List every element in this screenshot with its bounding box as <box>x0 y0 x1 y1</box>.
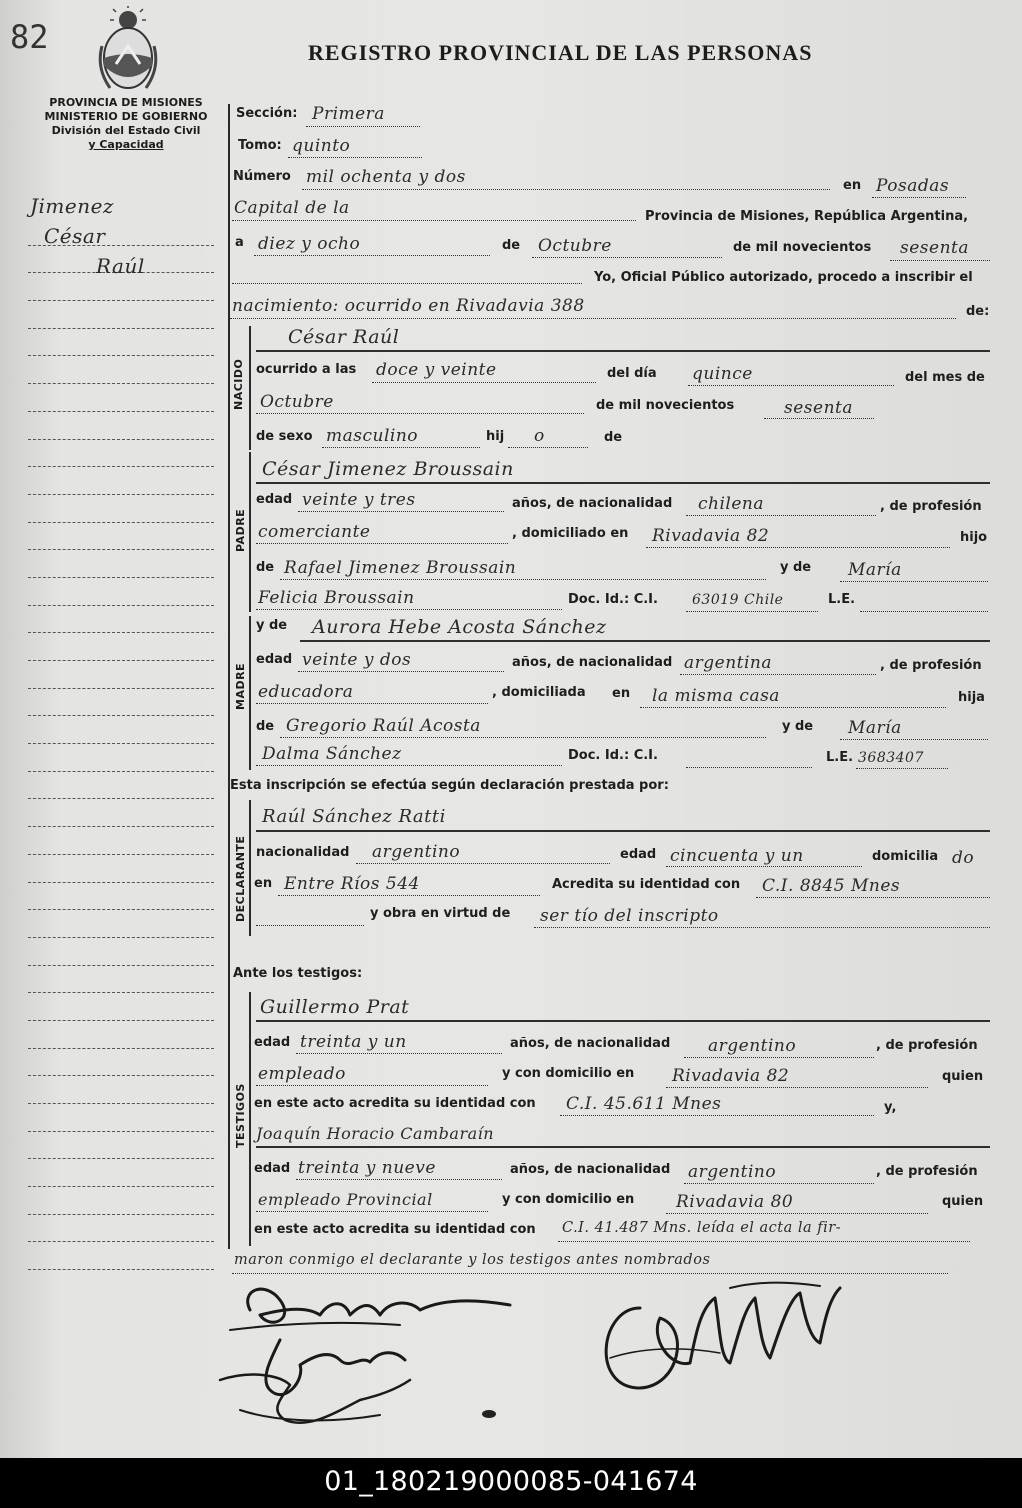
hijo-suffix-line <box>508 447 588 448</box>
nacido-rule <box>249 326 251 450</box>
margin-line <box>28 301 214 329</box>
madre-padre-line <box>280 737 766 738</box>
margin-line <box>28 1215 214 1243</box>
declarante-blank-line <box>256 925 364 926</box>
padre-anos-nac-label: años, de nacionalidad <box>512 496 673 511</box>
madre-profesion-label: , de profesión <box>880 658 982 673</box>
margin-line <box>28 1242 214 1270</box>
madre-en-label: en <box>612 686 631 701</box>
de-sexo-label: de sexo <box>256 429 313 444</box>
margin-line <box>28 495 214 523</box>
madre-madre-line-1 <box>840 739 988 740</box>
main-vertical-rule <box>228 104 230 1249</box>
declarante-nac-line <box>356 863 610 864</box>
dia-line <box>254 255 490 256</box>
del-dia-label: del día <box>607 366 657 381</box>
inscribe-value: nacimiento: ocurrido en Rivadavia 388 <box>232 296 585 316</box>
nacido-mes: Octubre <box>260 392 334 412</box>
hora-line <box>372 382 596 383</box>
padre-edad: veinte y tres <box>302 490 416 510</box>
padre-domicilio: Rivadavia 82 <box>652 526 770 546</box>
nacido-hijo-suffix: o <box>534 426 545 446</box>
document-title: REGISTRO PROVINCIAL DE LAS PERSONAS <box>308 40 813 65</box>
testigo2-nac-line <box>684 1183 874 1184</box>
provincia-text: Provincia de Misiones, República Argentina, <box>645 209 969 224</box>
tomo-value: quinto <box>292 136 351 156</box>
margin-line <box>28 883 214 911</box>
numero-label: Número <box>233 169 291 184</box>
nacido-section-label: NACIDO <box>232 358 245 410</box>
declarante-edad-label: edad <box>620 847 657 862</box>
madre-madre-nombre-1: María <box>848 718 902 738</box>
padre-de-label: de <box>256 560 275 575</box>
madre-le-line <box>856 768 948 769</box>
madre-edad-line <box>298 671 504 672</box>
testigo2-quien-label: quien <box>942 1194 984 1209</box>
testigo2-profesion-label: , de profesión <box>876 1164 978 1179</box>
a-label: a <box>235 235 244 250</box>
madre-profesion-line <box>256 703 488 704</box>
declarante-nombre-line <box>256 830 990 832</box>
margin-line <box>28 1187 214 1215</box>
madre-domicilio-line <box>640 707 946 708</box>
declarante-nacionalidad: argentino <box>372 842 461 862</box>
declarante-en-label: en <box>254 876 273 891</box>
padre-edad-label: edad <box>256 492 293 507</box>
margin-note-first-name: César <box>44 224 106 248</box>
de-label-2: de <box>604 430 623 445</box>
margin-line <box>28 772 214 800</box>
testigo2-acredita-label: en este acto acredita su identidad con <box>254 1222 536 1237</box>
padre-profesion-label: , de profesión <box>880 499 982 514</box>
testigo1-edad: treinta y un <box>300 1032 407 1052</box>
margin-note-second-name: Raúl <box>96 254 145 278</box>
testigo1-nac-line <box>684 1057 874 1058</box>
madre-edad-label: edad <box>256 652 293 667</box>
madre-padre-nombre: Gregorio Raúl Acosta <box>286 716 481 736</box>
margin-line <box>28 578 214 606</box>
declarante-domicilio-suffix: do <box>952 848 975 868</box>
testigo1-identidad-line <box>560 1115 874 1116</box>
testigo2-profesion: empleado Provincial <box>258 1190 433 1209</box>
madre-y-de-label-2: y de <box>782 719 814 734</box>
margin-line <box>28 1159 214 1187</box>
anio-value: sesenta <box>900 238 969 258</box>
margin-line <box>28 799 214 827</box>
testigo1-domicilio-line <box>666 1087 928 1088</box>
anio-line <box>890 260 990 261</box>
testigo1-edad-label: edad <box>254 1035 291 1050</box>
declarante-virtud: ser tío del inscripto <box>540 906 719 926</box>
testigo1-domicilio-label: y con domicilio en <box>502 1066 635 1081</box>
nacido-nombre: César Raúl <box>288 326 400 348</box>
nacido-dia: quince <box>692 364 753 384</box>
de-mil-nov-label-2: de mil novecientos <box>596 398 735 413</box>
testigo2-cierre: maron conmigo el declarante y los testigos antes nombrados <box>234 1252 711 1268</box>
testigo1-nombre-line <box>256 1020 990 1022</box>
testigo2-domicilio-label: y con domicilio en <box>502 1192 635 1207</box>
testigo1-identidad: C.I. 45.611 Mnes <box>566 1094 722 1114</box>
blank-line <box>232 283 582 284</box>
testigos-section-label: TESTIGOS <box>234 1083 247 1148</box>
margin-note-surname: Jimenez <box>30 194 114 218</box>
madre-madre-line-2 <box>256 765 562 766</box>
madre-nacionalidad: argentina <box>684 653 773 673</box>
padre-hijo-label: hijo <box>960 530 988 545</box>
nacido-hora: doce y veinte <box>376 360 497 380</box>
margin-line <box>28 606 214 634</box>
madre-hija-label: hija <box>958 690 985 705</box>
padre-madre-line-2 <box>256 609 562 610</box>
margin-line <box>28 744 214 772</box>
issuing-office <box>30 96 222 152</box>
declarante-section-label: DECLARANTE <box>234 835 247 922</box>
declarante-domicilio-line <box>278 895 540 896</box>
testigo2-nombre-line <box>256 1146 990 1148</box>
margin-line <box>28 689 214 717</box>
padre-nacionalidad: chilena <box>698 494 764 514</box>
nacido-nombre-line <box>256 350 990 352</box>
padre-madre-line-1 <box>840 581 988 582</box>
testigo2-edad-label: edad <box>254 1161 291 1176</box>
margin-line <box>28 467 214 495</box>
margin-line <box>28 938 214 966</box>
madre-le: 3683407 <box>858 750 924 766</box>
madre-madre-nombre-2: Dalma Sánchez <box>262 744 402 764</box>
testigo2-anos-nac-label: años, de nacionalidad <box>510 1162 671 1177</box>
declarante-edad-line <box>666 866 862 867</box>
office-line-4: y Capacidad <box>88 138 164 151</box>
seccion-label: Sección: <box>236 106 298 121</box>
declarante-virtud-line <box>534 927 990 928</box>
declarante-acredita-label: Acredita su identidad con <box>552 877 741 892</box>
testigo1-profesion-line <box>256 1085 488 1086</box>
testigo2-domicilio-line <box>666 1213 928 1214</box>
madre-le-label: L.E. <box>826 750 854 765</box>
padre-section-label: PADRE <box>234 508 247 552</box>
yo-oficial-text: Yo, Oficial Público autorizado, procedo a inscribir el <box>594 270 973 285</box>
declarante-identidad-line <box>756 897 990 898</box>
capital-value: Capital de la <box>234 198 350 218</box>
office-line-2: MINISTERIO DE GOBIERNO <box>44 110 208 123</box>
testigo1-acredita-label: en este acto acredita su identidad con <box>254 1096 536 1111</box>
padre-ci: 63019 Chile <box>692 592 784 608</box>
en-label: en <box>843 178 862 193</box>
margin-lines <box>28 218 214 1270</box>
dia-value: diez y ocho <box>258 234 361 254</box>
padre-ci-line <box>686 611 818 612</box>
testigo2-identidad: C.I. 41.487 Mns. leída el acta la fir- <box>562 1220 842 1236</box>
office-line-1: PROVINCIA DE MISIONES <box>49 96 203 109</box>
padre-nac-line <box>686 515 876 516</box>
de-colon-label: de: <box>966 304 990 319</box>
ocurrido-label: ocurrido a las <box>256 362 357 377</box>
padre-y-de-label: y de <box>780 560 812 575</box>
testigo1-edad-line <box>296 1053 502 1054</box>
nacido-anio: sesenta <box>784 398 853 418</box>
testigo2-nacionalidad: argentino <box>688 1162 777 1182</box>
madre-domicilio: la misma casa <box>652 686 780 706</box>
margin-line <box>28 993 214 1021</box>
padre-madre-nombre-1: María <box>848 560 902 580</box>
signature-right <box>580 1268 910 1418</box>
padre-profesion-line <box>256 543 508 544</box>
nacido-anio-line <box>764 418 874 419</box>
tomo-label: Tomo: <box>238 138 282 153</box>
margin-line <box>28 966 214 994</box>
testigo2-domicilio: Rivadavia 80 <box>676 1192 794 1212</box>
padre-profesion: comerciante <box>258 522 371 542</box>
madre-nac-line <box>680 674 876 675</box>
margin-line <box>28 412 214 440</box>
testigo1-profesion-label: , de profesión <box>876 1038 978 1053</box>
testigo2-edad: treinta y nueve <box>298 1158 436 1178</box>
de-label: de <box>502 238 521 253</box>
padre-padre-line <box>280 579 766 580</box>
declarante-nacionalidad-label: nacionalidad <box>256 845 350 860</box>
margin-line <box>28 440 214 468</box>
numero-line <box>302 189 830 190</box>
page-number: 82 <box>10 18 49 56</box>
madre-anos-nac-label: años, de nacionalidad <box>512 655 673 670</box>
declarante-rule <box>249 800 251 936</box>
margin-line <box>28 1104 214 1132</box>
margin-line <box>28 1132 214 1160</box>
padre-nombre: César Jimenez Broussain <box>262 458 514 480</box>
hij-label: hij <box>486 429 505 444</box>
nacido-sexo: masculino <box>326 426 419 446</box>
margin-line <box>28 910 214 938</box>
margin-line <box>28 633 214 661</box>
office-line-3: División del Estado Civil <box>51 124 201 137</box>
seccion-line <box>306 126 420 127</box>
margin-line <box>28 716 214 744</box>
testigo1-y-label: y, <box>884 1100 897 1115</box>
padre-madre-nombre-2: Felicia Broussain <box>258 588 415 608</box>
margin-line <box>28 356 214 384</box>
padre-le-line <box>860 611 988 612</box>
testigo2-nombre: Joaquín Horacio Cambaraín <box>256 1124 495 1143</box>
margin-line <box>28 1021 214 1049</box>
testigo2-identidad-line <box>558 1241 970 1242</box>
margin-line <box>28 384 214 412</box>
nacido-mes-line <box>256 413 584 414</box>
del-mes-label: del mes de <box>905 370 985 385</box>
en-value: Posadas <box>876 176 950 196</box>
testigo2-profesion-line <box>256 1211 488 1212</box>
margin-line <box>28 661 214 689</box>
testigo1-quien-label: quien <box>942 1069 984 1084</box>
nacido-dia-line <box>688 385 894 386</box>
margin-line <box>28 855 214 883</box>
capital-line <box>232 220 636 221</box>
de-mil-nov-label: de mil novecientos <box>733 240 872 255</box>
padre-domicilio-line <box>646 547 950 548</box>
padre-padre-nombre: Rafael Jimenez Broussain <box>284 558 517 578</box>
inscripcion-text: Esta inscripción se efectúa según declaración prestada por: <box>230 778 669 793</box>
ante-testigos-text: Ante los testigos: <box>233 966 363 981</box>
padre-domicilio-label: , domiciliado en <box>512 526 629 541</box>
madre-de-label: de <box>256 719 275 734</box>
madre-docid-label: Doc. Id.: C.I. <box>568 748 658 763</box>
testigo1-nacionalidad: argentino <box>708 1036 797 1056</box>
seccion-value: Primera <box>312 104 385 124</box>
tomo-line <box>288 157 422 158</box>
madre-nombre: Aurora Hebe Acosta Sánchez <box>312 616 607 638</box>
testigo1-anos-nac-label: años, de nacionalidad <box>510 1036 671 1051</box>
madre-profesion: educadora <box>258 682 354 702</box>
testigo2-edad-line <box>296 1179 502 1180</box>
declarante-nombre: Raúl Sánchez Ratti <box>262 806 446 827</box>
declarante-edad: cincuenta y un <box>670 846 804 866</box>
declarante-domicilia-label: domicilia <box>872 849 939 864</box>
testigo1-profesion: empleado <box>258 1064 346 1084</box>
madre-rule <box>249 616 251 770</box>
margin-line <box>28 1076 214 1104</box>
margin-line <box>28 329 214 357</box>
footer-id: 01_180219000085-041674 <box>324 1466 698 1497</box>
madre-edad: veinte y dos <box>302 650 412 670</box>
testigos-rule <box>249 992 251 1246</box>
coat-of-arms-icon <box>96 6 160 94</box>
padre-le-label: L.E. <box>828 592 856 607</box>
margin-line <box>28 550 214 578</box>
madre-nombre-line <box>300 640 990 642</box>
padre-edad-line <box>298 511 504 512</box>
madre-ci-line <box>686 767 812 768</box>
footer-id-bar <box>0 1458 1022 1508</box>
madre-y-de-label: y de <box>256 618 288 633</box>
madre-section-label: MADRE <box>234 662 247 710</box>
testigo1-nombre: Guillermo Prat <box>260 996 410 1018</box>
en-line <box>872 197 966 198</box>
numero-value: mil ochenta y dos <box>306 167 466 187</box>
margin-line <box>28 827 214 855</box>
mes-line <box>532 257 722 258</box>
madre-domiciliada-label: , domiciliada <box>492 685 586 700</box>
margin-line <box>28 1049 214 1077</box>
sexo-line <box>322 447 480 448</box>
padre-rule <box>249 452 251 612</box>
declarante-virtud-label: y obra en virtud de <box>370 906 511 921</box>
mes-value: Octubre <box>538 236 612 256</box>
testigo1-domicilio: Rivadavia 82 <box>672 1066 790 1086</box>
padre-nombre-line <box>256 482 990 484</box>
margin-line <box>28 523 214 551</box>
inscribe-line <box>230 318 956 319</box>
ink-dot <box>482 1410 496 1418</box>
padre-docid-label: Doc. Id.: C.I. <box>568 592 658 607</box>
declarante-identidad: C.I. 8845 Mnes <box>762 876 901 896</box>
declarante-domicilio: Entre Ríos 544 <box>284 874 420 894</box>
